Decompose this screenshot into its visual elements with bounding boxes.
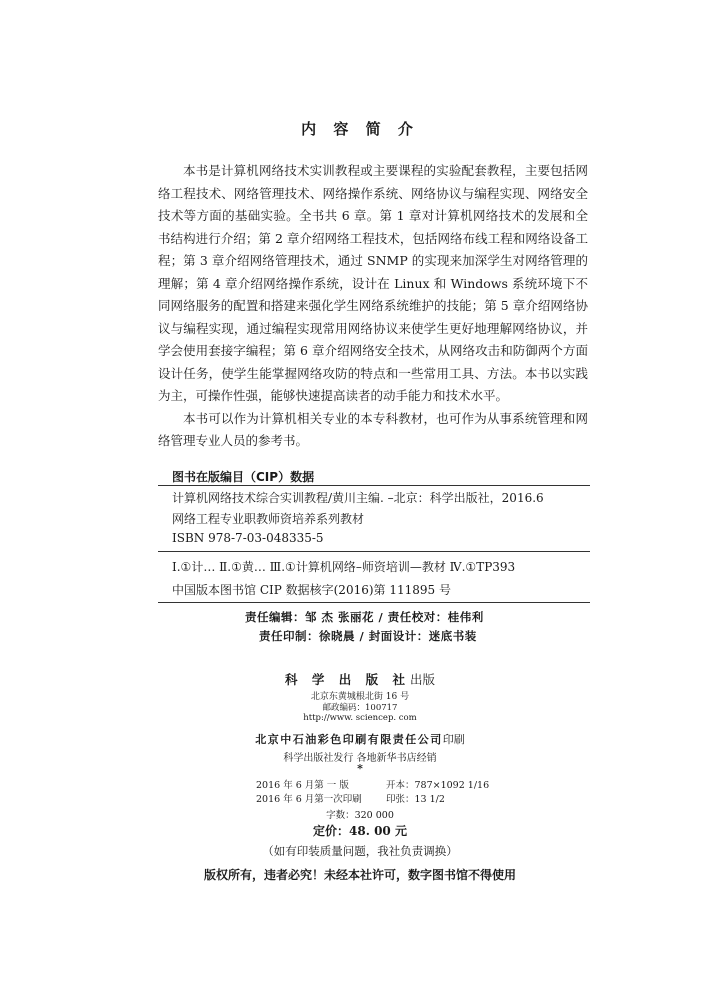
publisher-postcode: 邮政编码：100717 (322, 703, 398, 713)
divider (158, 602, 590, 603)
cip-isbn: ISBN 978-7-03-048335-5 (172, 531, 324, 545)
page-title: 内 容 简 介 (301, 120, 419, 138)
divider (158, 485, 590, 486)
price: 定价：48. 00 元 (313, 824, 407, 838)
sheets-line: 印张：13 1/2 (386, 794, 445, 805)
cip-classification: Ⅰ.①计… Ⅱ.①黄… Ⅲ.①计算机网络–师资培训—教材 Ⅳ.①TP393 (172, 560, 516, 574)
copyright-notice: 版权所有，违者必究！未经本社许可，数字图书馆不得使用 (203, 868, 516, 882)
publisher-name (0, 670, 720, 688)
editors-line: 责任编辑：邹 杰 张丽花 / 责任校对：桂伟利 (245, 610, 484, 624)
publisher-address: 北京东黄城根北街 16 号 (310, 692, 410, 702)
summary-paragraph: 本书可以作为计算机相关专业的本专科教材，也可作为从事系统管理和网络管理专业人员的参考书。 (158, 410, 588, 448)
edition-line: 2016 年 6 月第 一 版 (256, 780, 349, 791)
publisher-suffix: 出版 (409, 672, 435, 687)
cip-series-line: 网络工程专业职教师资培养系列教材 (172, 512, 365, 526)
printer-name (0, 731, 720, 747)
cip-heading: 图书在版编目（CIP）数据 (172, 470, 315, 484)
word-count: 字数：320 000 (326, 810, 394, 821)
distribution-line: 科学出版社发行 各地新华书店经销 (283, 753, 437, 764)
cip-title-line: 计算机网络技术综合实训教程/黄川主编. –北京：科学出版社，2016.6 (172, 491, 544, 505)
summary-paragraph: 本书是计算机网络技术实训教程或主要课程的实验配套教程，主要包括网络工程技术、网络管理技术、网络操作系统、网络协议与编程实现、网络安全技术等方面的基础实验。全书共 6 章。第 1 章对计算机网络技术的发展和全书结构进行介绍；第 2 章介绍网络工程技术，包括网络布线工程和网络设备工程；第 3 章介绍网络管理技术，通过 SNMP 的实现来加深学生对网络管理的理解；第 4 章介绍网络操作系统，设计在 Linux 和 Windows 系统环境下不同网络服务的配置和搭建来强化学生网络系统维护的技能；第 5 章介绍网络协议与编程实现，通过编程实现常用网络协议来使学生更好地理解网络协议，并学会使用套接字编程；第 6 章介绍网络安全技术，从网络攻击和防御两个方面设计任务，使学生能掌握网络攻防的特点和一些常用工具、方法。本书以实践为主，可操作性强，能够快速提高读者的动手能力和技术水平。 (158, 163, 588, 403)
quality-notice: （如有印装质量问题，我社负责调换） (262, 844, 458, 858)
publisher-website: http://www. sciencep. com (303, 713, 417, 723)
book-summary (158, 160, 588, 453)
print-line: 2016 年 6 月第一次印刷 (256, 794, 362, 805)
production-line: 责任印制：徐晓晨 / 封面设计：迷底书装 (259, 629, 477, 643)
separator-star: * (357, 762, 363, 775)
format-line: 开本：787×1092 1/16 (386, 780, 490, 791)
printer-suffix: 印刷 (442, 733, 465, 746)
publisher-name-text: 科 学 出 版 社 (285, 672, 410, 687)
divider (158, 551, 590, 552)
printer-name-text: 北京中石油彩色印刷有限责任公司 (255, 733, 443, 746)
cip-record: 中国版本图书馆 CIP 数据核字(2016)第 111895 号 (172, 583, 451, 597)
